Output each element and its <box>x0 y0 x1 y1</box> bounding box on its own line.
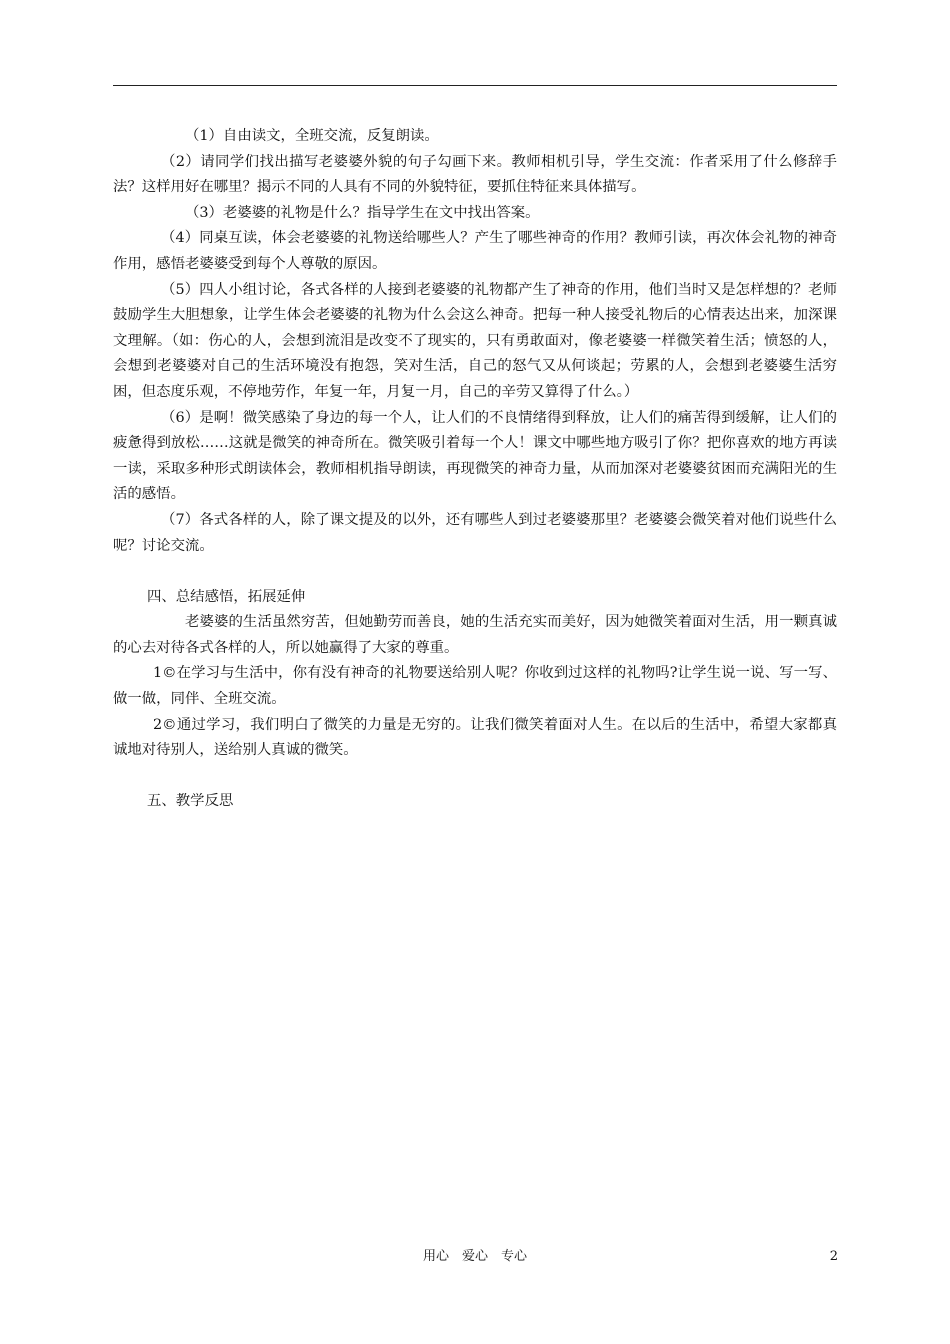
paragraph-6: （6）是啊！微笑感染了身边的每一个人，让人们的不良情绪得到释放，让人们的痛苦得到缓解，让人们的疲惫得到放松……这就是微笑的神奇所在。微笑吸引着每一个人！课文中哪些地方吸引了你？把你喜欢的地方再读一读，采取多种形式朗读体会，教师相机指导朗读，再现微笑的神奇力量，从而加深对老婆婆贫困而充满阳光的生活的感悟。 <box>113 409 837 503</box>
paragraph-3: （3）老婆婆的礼物是什么？指导学生在文中找出答案。 <box>185 204 540 221</box>
header-rule <box>113 85 837 86</box>
section-heading-4: 四、总结感悟，拓展延伸 <box>147 588 306 605</box>
paragraph-2: （2）请同学们找出描写老婆婆外貌的句子勾画下来。教师相机引导，学生交流：作者采用了什么修辞手法？这样用好在哪里？揭示不同的人具有不同的外貌特征，要抓住特征来具体描写。 <box>113 153 837 196</box>
document-body <box>113 124 837 815</box>
paragraph-5: （5）四人小组讨论，各式各样的人接到老婆婆的礼物都产生了神奇的作用，他们当时又是怎样想的？老师鼓励学生大胆想象，让学生体会老婆婆的礼物为什么会这么神奇。把每一种人接受礼物后的心情表达出来，加深课文理解。（如：伤心的人，会想到流泪是改变不了现实的，只有勇敢面对，像老婆婆一样微笑着生活；愤怒的人，会想到老婆婆对自己的生活环境没有抱怨，笑对生活，自己的怒气又从何谈起；劳累的人，会想到老婆婆生活穷困，但态度乐观，不停地劳作，年复一年，月复一月，自己的辛劳又算得了什么。） <box>113 281 837 400</box>
section4-paragraph-3: 2©通过学习，我们明白了微笑的力量是无穷的。让我们微笑着面对人生。在以后的生活中，希望大家都真诚地对待别人，送给别人真诚的微笑。 <box>113 716 837 759</box>
paragraph-7: （7）各式各样的人，除了课文提及的以外，还有哪些人到过老婆婆那里？老婆婆会微笑着对他们说些什么呢？讨论交流。 <box>113 511 837 554</box>
section4-paragraph-1: 老婆婆的生活虽然穷苦，但她勤劳而善良，她的生活充实而美好，因为她微笑着面对生活，用一颗真诚的心去对待各式各样的人，所以她赢得了大家的尊重。 <box>113 614 837 656</box>
section-heading-5: 五、教学反思 <box>147 793 234 810</box>
paragraph-1: （1）自由读文，全班交流，反复朗读。 <box>185 128 439 144</box>
page-number: 2 <box>829 1249 838 1264</box>
section4-paragraph-2: 1©在学习与生活中，你有没有神奇的礼物要送给别人呢？你收到过这样的礼物吗?让学生说一说、写一写、做一做，同伴、全班交流。 <box>113 665 837 708</box>
paragraph-4: （4）同桌互读，体会老婆婆的礼物送给哪些人？产生了哪些神奇的作用？教师引读，再次体会礼物的神奇作用，感悟老婆婆受到每个人尊敬的原因。 <box>113 230 837 272</box>
footer-motto: 用心 爱心 专心 <box>422 1249 527 1264</box>
